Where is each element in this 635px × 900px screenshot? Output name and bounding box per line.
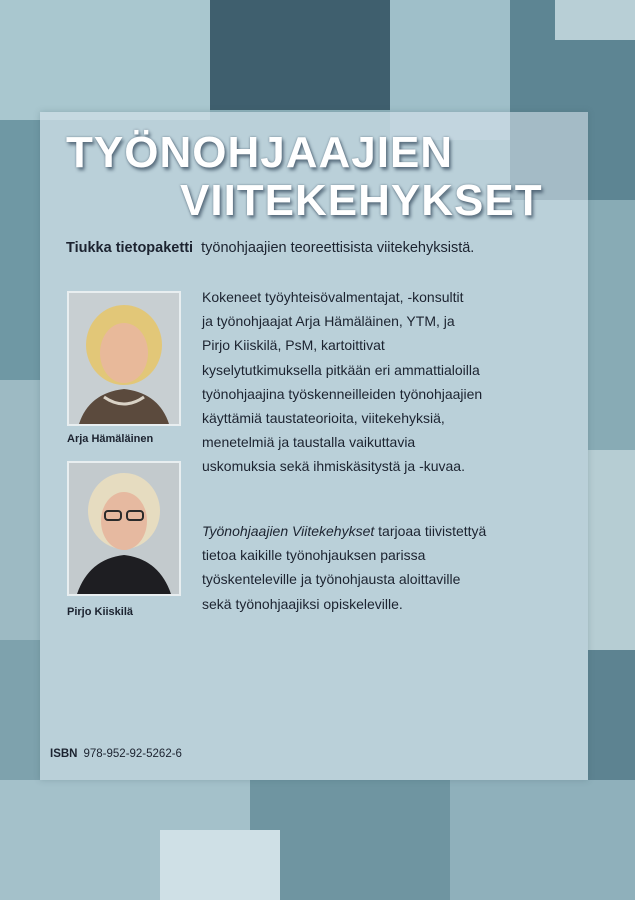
book-title-italic: Työnohjaajien Viitekehykset <box>202 523 375 539</box>
paragraph1-line: ja työnohjaajat Arja Hämäläinen, YTM, ja <box>202 313 455 330</box>
author-photo-pirjo <box>67 461 181 596</box>
tagline <box>66 240 474 256</box>
title-line-2: VIITEKEHYKSET <box>180 176 543 225</box>
tagline-rest: työnohjaajien teoreettisista viitekehyksistä. <box>201 240 475 256</box>
isbn-label: ISBN <box>50 748 78 760</box>
author2-caption: Pirjo Kiiskilä <box>67 606 134 618</box>
paragraph1-line: Pirjo Kiiskilä, PsM, kartoittivat <box>202 337 385 354</box>
author1-caption: Arja Hämäläinen <box>67 433 154 445</box>
paragraph2-line: työskenteleville ja työnohjausta aloittaville <box>202 571 461 588</box>
paragraph2-line: tietoa kaikille työnohjauksen parissa <box>202 547 426 564</box>
isbn <box>50 748 182 760</box>
description-paragraph-2 <box>202 519 582 616</box>
paragraph1-line: työnohjaajina työskenneilleiden työnohjaajien <box>202 385 483 402</box>
paragraph1-line: Kokeneet työyhteisövalmentajat, -konsultit <box>202 289 464 305</box>
paragraph2-first-line <box>202 519 582 543</box>
isbn-value: 978-952-92-5262-6 <box>83 748 182 760</box>
paragraph2-line-rest: tarjoaa tiivistettyä <box>374 523 487 539</box>
paragraph2-line: sekä työnohjaajiksi opiskeleville. <box>202 595 403 612</box>
paragraph1-line: menetelmiä ja taustalla vaikuttavia <box>202 434 416 451</box>
author-photo-arja <box>67 291 181 426</box>
paragraph1-line: uskomuksia sekä ihmiskäsitystä ja -kuvaa. <box>202 458 465 475</box>
paragraph1-line: kyselytutkimuksella pitkään eri ammattialoilla <box>202 361 480 378</box>
paragraph1-line: käyttämiä taustateorioita, viitekehyksiä, <box>202 410 445 427</box>
tagline-bold: Tiukka tietopaketti <box>66 240 194 256</box>
title-line-1: TYÖNOHJAAJIEN <box>66 128 454 177</box>
description-paragraph-1 <box>202 285 582 479</box>
